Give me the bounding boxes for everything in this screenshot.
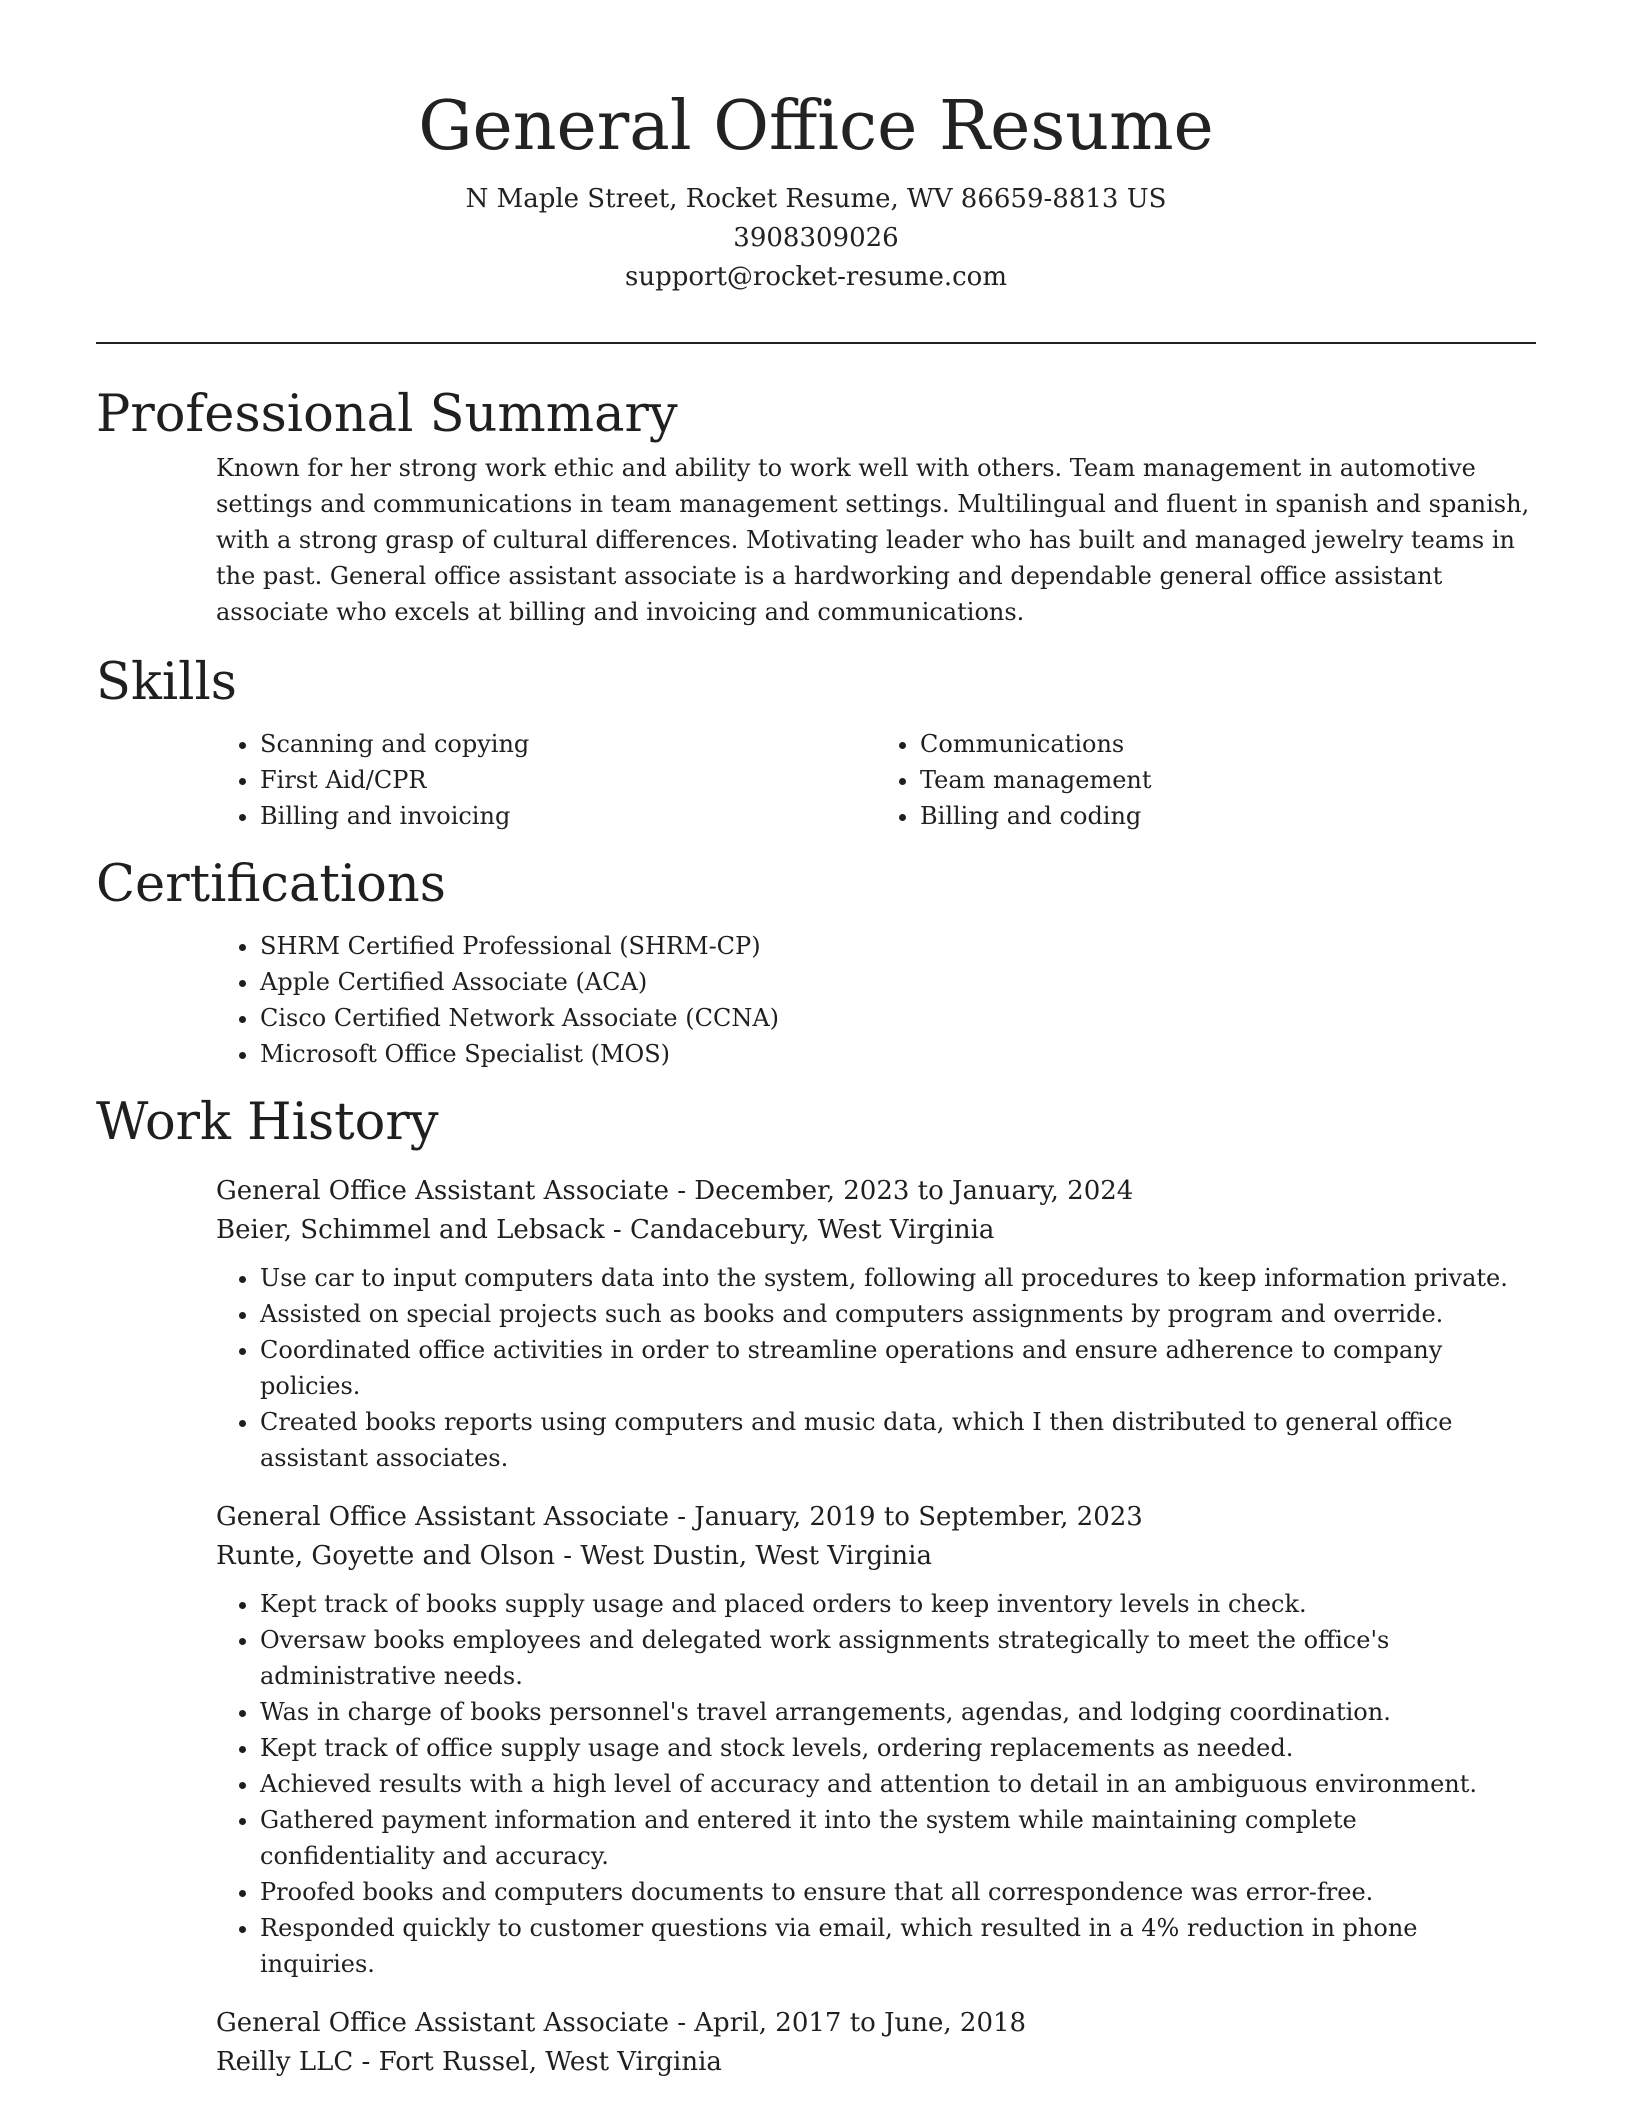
job-dates: - April, 2017 to June, 2018 (668, 2008, 1027, 2038)
certifications-section (96, 850, 1536, 1072)
job-bullets (216, 1586, 1536, 1982)
job-role-line (216, 1498, 1536, 1537)
job-company-line (216, 2043, 1536, 2082)
skills-list-left (216, 726, 876, 834)
job-role: General Office Assistant Associate (216, 1176, 669, 1206)
resume-body (96, 380, 1536, 2082)
work-history-section (96, 1088, 1536, 2082)
job-role-line (216, 1172, 1536, 1211)
skill-item: • Billing and coding (920, 798, 1536, 834)
address: N Maple Street, Rocket Resume, WV 86659-8813 US (465, 184, 1167, 214)
job-company: Beier, Schimmel and Lebsack (216, 1215, 605, 1245)
job-company-line (216, 1537, 1536, 1576)
job-company: Reilly LLC (216, 2047, 354, 2077)
certifications-list (216, 928, 1536, 1072)
certification-item: • Apple Certified Associate (ACA) (260, 964, 1536, 1000)
summary-heading: Professional Summary (96, 385, 678, 444)
job-bullet: • Gathered payment information and entered it into the system while maintaining complete confidentiality and accuracy. (260, 1802, 1536, 1874)
header-divider (96, 342, 1536, 344)
skill-item: • Scanning and copying (260, 726, 876, 762)
summary-text: Known for her strong work ethic and ability to work well with others. Team management in automotive settings and communications in team management settings. Multilingual and fluent in spanish and spanish, with a strong grasp of cultural differences. Motivating leader who has built and managed jewelry teams in the past. General office assistant associate is a hardworking and dependable general office assistant associate who excels at billing and invoicing and communications. (216, 454, 1530, 626)
job-dates: - December, 2023 to January, 2024 (668, 1176, 1134, 1206)
skill-item: • Billing and invoicing (260, 798, 876, 834)
skills-columns (216, 726, 1536, 834)
certifications-block (216, 928, 1536, 1072)
job-bullet: • Kept track of office supply usage and stock levels, ordering replacements as needed. (260, 1730, 1536, 1766)
job-bullet: • Kept track of books supply usage and placed orders to keep inventory levels in check. (260, 1586, 1536, 1622)
job-dates: - January, 2019 to September, 2023 (668, 1502, 1143, 1532)
job-bullet: • Use car to input computers data into the system, following all procedures to keep information private. (260, 1260, 1536, 1296)
job-entry (216, 1498, 1536, 1982)
email: support@rocket-resume.com (624, 262, 1007, 292)
job-entry (216, 2004, 1536, 2082)
skills-section (96, 648, 1536, 834)
job-bullet: • Responded quickly to customer questions via email, which resulted in a 4% reduction in phone inquiries. (260, 1910, 1536, 1982)
job-role: General Office Assistant Associate (216, 2008, 669, 2038)
job-location: - Candacebury, West Virginia (604, 1215, 995, 1245)
job-bullet: • Assisted on special projects such as books and computers assignments by program and override. (260, 1296, 1536, 1332)
work-history-heading: Work History (96, 1093, 439, 1152)
job-bullet: • Was in charge of books personnel's travel arrangements, agendas, and lodging coordination. (260, 1694, 1536, 1730)
skill-item: • Communications (920, 726, 1536, 762)
job-bullet: • Created books reports using computers and music data, which I then distributed to general office assistant associates. (260, 1404, 1536, 1476)
job-role-line (216, 2004, 1536, 2043)
job-company: Runte, Goyette and Olson (216, 1541, 556, 1571)
skills-heading: Skills (96, 653, 237, 712)
job-bullet: • Oversaw books employees and delegated work assignments strategically to meet the office's administrative needs. (260, 1622, 1536, 1694)
phone: 3908309026 (733, 223, 899, 253)
job-bullet: • Proofed books and computers documents to ensure that all correspondence was error-free. (260, 1874, 1536, 1910)
skills-list-right (876, 726, 1536, 834)
job-entry (216, 1172, 1536, 1476)
job-bullet: • Achieved results with a high level of accuracy and attention to detail in an ambiguous environment. (260, 1766, 1536, 1802)
job-location: - West Dustin, West Virginia (555, 1541, 932, 1571)
certifications-heading: Certifications (96, 855, 446, 914)
skill-item: • First Aid/CPR (260, 762, 876, 798)
job-role: General Office Assistant Associate (216, 1502, 669, 1532)
certification-item: • SHRM Certified Professional (SHRM-CP) (260, 928, 1536, 964)
job-bullets (216, 1260, 1536, 1476)
job-location: - Fort Russel, West Virginia (353, 2047, 722, 2077)
job-bullet: • Coordinated office activities in order to streamline operations and ensure adherence to company policies. (260, 1332, 1536, 1404)
resume-title: General Office Resume (418, 87, 1214, 166)
resume-header (0, 0, 1632, 297)
summary-section (96, 380, 1536, 630)
skill-item: • Team management (920, 762, 1536, 798)
certification-item: • Cisco Certified Network Associate (CCNA) (260, 1000, 1536, 1036)
contact-block (0, 180, 1632, 297)
certification-item: • Microsoft Office Specialist (MOS) (260, 1036, 1536, 1072)
job-company-line (216, 1211, 1536, 1250)
